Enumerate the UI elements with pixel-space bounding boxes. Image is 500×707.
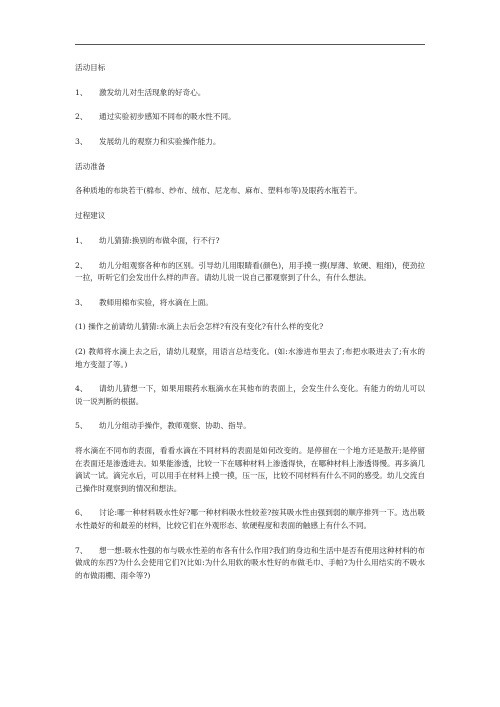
goal-item-1: 1、 激发幼儿对生活现象的好奇心。 bbox=[75, 87, 206, 97]
goal-item-3: 3、 发展幼儿的观察力和实验操作能力。 bbox=[75, 137, 221, 147]
preparation-paragraph: 各种质地的布块若干(棉布、纱布、绒布、尼龙布、麻布、塑料布等)及眼药水瓶若干。 bbox=[75, 186, 362, 196]
section-heading-goals: 活动目标 bbox=[75, 63, 106, 72]
process-substep-2: (2) 教师将水滴上去之后，请幼儿观察，用语言总结变化。(如:水渗进布里去了;布把水吸进去了;有水的地方变湿了等。) bbox=[75, 347, 425, 369]
section-heading-preparation: 活动准备 bbox=[75, 161, 106, 171]
operation-paragraph: 将水滴在不同布的表面，看看水滴在不同材料的表面是如何改变的。是停留在一个地方还是散开;是停留在表面还是渗透进去。如果能渗透，比较一下在哪种材料上渗透得快，在哪种材料上渗透得慢。再多滴几滴试一试。滴完水后，可以用手在材料上摸一摸，压一压，比较不同材料有什么不同的感受。幼儿交流自己操作时观察到的情况和想法。 bbox=[75, 446, 425, 493]
process-step-4: 4、 请幼儿猜想一下，如果用眼药水瓶滴水在其他布的表面上，会发生什么变化。有能力的幼儿可以说一说判断的根据。 bbox=[75, 384, 425, 406]
process-step-3: 3、 教师用棉布实验，将水滴在上面。 bbox=[75, 297, 213, 307]
document-body bbox=[75, 62, 425, 594]
process-substep-1: (1) 操作之前请幼儿猜猜:水滴上去后会怎样?有没有变化?有什么样的变化? bbox=[75, 322, 324, 332]
goal-item-2: 2、 通过实验初步感知不同布的吸水性不同。 bbox=[75, 112, 236, 122]
process-step-2: 2、 幼儿分组观察各种布的区别。引导幼儿用眼睛看(颜色)，用手摸一摸(厚薄、软硬、粗细)，使劲拉一拉，听听它们会发出什么样的声音。请幼儿说一说自己都观察到了什么，有什么想法。 bbox=[75, 260, 425, 282]
process-step-1: 1、 幼儿猜猜:换别的布做伞面，行不行? bbox=[75, 235, 220, 245]
header-rule bbox=[75, 44, 425, 45]
process-step-6: 6、 讨论:哪一种材料吸水性好?哪一种材料吸水性较差?按其吸水性由强到弱的顺序排列一下。选出吸水性最好的和最差的材料，比较它们在外观形态、软硬程度和表面的触感上有什么不同。 bbox=[75, 508, 425, 530]
process-step-5: 5、 幼儿分组动手操作，教师观察、协助、指导。 bbox=[75, 421, 251, 431]
process-step-7: 7、 想一想:吸水性强的布与吸水性差的布各有什么作用?我们的身边和生活中是否有使用这种材料的布做成的东西?为什么会使用它们?(比如:为什么用软的吸水性好的布做毛巾、手帕?为什么用结实的不吸水的布做雨棚、雨伞等?) bbox=[75, 545, 425, 580]
section-heading-process: 过程建议 bbox=[75, 211, 106, 221]
